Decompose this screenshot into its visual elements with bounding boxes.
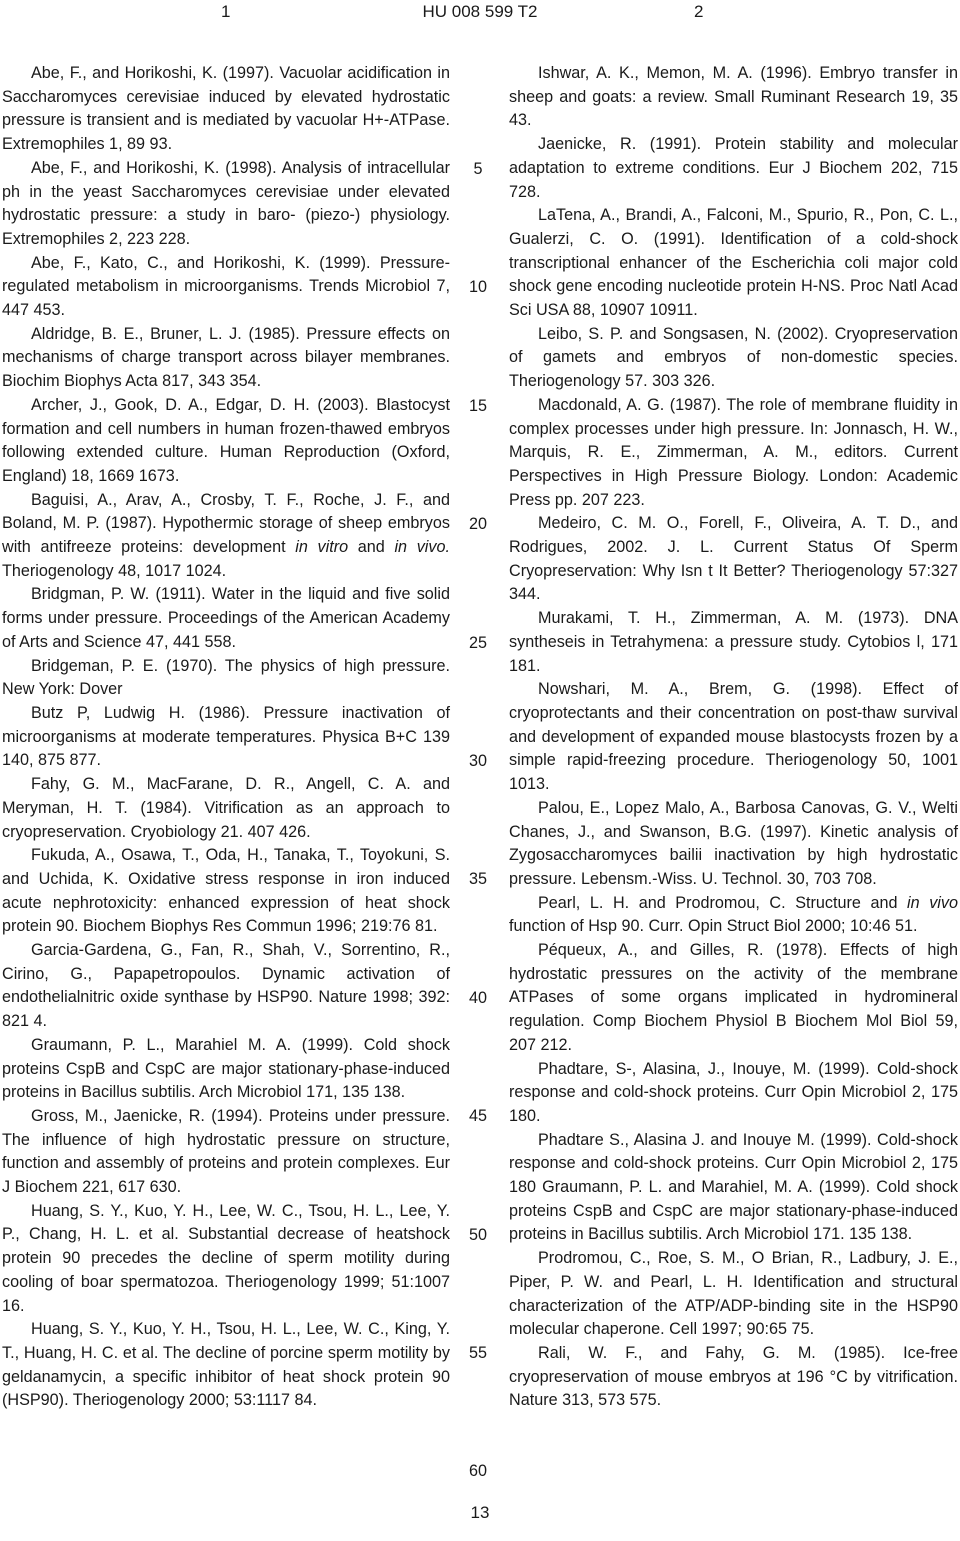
reference-text: Palou, E., Lopez Malo, A., Barbosa Canovas, G. V., Welti Chanes, J., and Swanson, B.G. (1997). Kinetic analysis of Zygosaccharomyces bailii inactivation by high hydrostatic pressure. Lebensm.-Wiss. U. Technol. 30, 703 708. <box>509 798 958 888</box>
reference-entry <box>2 939 450 1034</box>
line-number: 60 <box>468 1462 487 1480</box>
reference-text: function of Hsp 90. Curr. Opin Struct Biol 2000; 10:46 51. <box>509 917 918 936</box>
line-number: 5 <box>473 160 483 178</box>
reference-text: Baguisi, A., Arav, A., Crosby, T. F., Roche, J. F., and Boland, M. P. (1987). Hypothermic storage of sheep embryos with antifreeze proteins: development <box>2 490 450 557</box>
reference-text: Aldridge, B. E., Bruner, L. J. (1985). Pressure effects on mechanisms of charge transport across bilayer membranes. Biochim Biophys Acta 817, 343 354. <box>2 324 450 391</box>
reference-entry <box>2 583 450 654</box>
reference-text: Abe, F., and Horikoshi, K. (1997). Vacuolar acidification in Saccharomyces cerevisiae induced by elevated hydrostatic pressure is transient and is mediated by vacuolar H+-ATPase. Extremophiles 1, 89 93. <box>2 64 450 154</box>
reference-text: Phadtare, S-, Alasina, J., Inouye, M. (1999). Cold-shock response and cold-shock proteins. Curr Opin Microbiol 2, 175 180. <box>509 1059 958 1125</box>
reference-text: Gross, M., Jaenicke, R. (1994). Proteins under pressure. The influence of high hydrostatic pressure on structure, function and assembly of proteins and protein complexes. Eur J Biochem 221, 617 630. <box>2 1106 450 1197</box>
reference-entry <box>509 323 958 394</box>
reference-entry <box>2 1318 450 1413</box>
reference-entry <box>2 702 450 773</box>
reference-text: Bridgeman, P. E. (1970). The physics of high pressure. New York: Dover <box>2 656 450 699</box>
reference-entry <box>2 1200 450 1319</box>
reference-text: Medeiro, C. M. O., Forell, F., Oliveira, A. T. D., and Rodrigues, 2002. J. L. Current Status Of Sperm Cryopreservation: Why Isn t It Better? Theriogenology 57:327 344. <box>509 514 958 604</box>
reference-text: Archer, J., Gook, D. A., Edgar, D. H. (2003). Blastocyst formation and cell numbers in human frozen-thawed embryos following extended culture. Human Reproduction (Oxford, England) 18, 1669 1673. <box>2 395 450 485</box>
reference-entry <box>509 1247 958 1342</box>
reference-entry <box>509 1129 958 1248</box>
reference-text: Butz P, Ludwig H. (1986). Pressure inactivation of microorganisms at moderate temperatures. Physica B+C 139 140, 875 877. <box>2 703 450 770</box>
reference-entry <box>2 489 450 584</box>
line-number: 55 <box>468 1344 487 1362</box>
line-number: 30 <box>468 752 487 770</box>
reference-text: Theriogenology 48, 1017 1024. <box>2 561 227 580</box>
reference-text: Abe, F., Kato, C., and Horikoshi, K. (1999). Pressure-regulated metabolism in microorganisms. Trends Microbiol 7, 447 453. <box>2 253 450 320</box>
reference-entry <box>2 252 450 323</box>
reference-entry <box>509 797 958 892</box>
reference-text: Bridgman, P. W. (1911). Water in the liquid and five solid forms under pressure. Proceedings of the American Academy of Arts and Science 47, 441 558. <box>2 585 450 651</box>
line-number: 35 <box>468 870 487 888</box>
reference-entry <box>509 1342 958 1413</box>
reference-text: Murakami, T. H., Zimmerman, A. M. (1973). DNA syntheseis in Tetrahymena: a pressure study. Cytobios l, 171 181. <box>509 609 958 675</box>
reference-entry <box>509 512 958 607</box>
reference-entry <box>509 62 958 133</box>
reference-column-right <box>509 62 958 1413</box>
reference-italic-text: in vivo. <box>394 538 450 557</box>
reference-entry <box>509 204 958 323</box>
reference-entry <box>2 394 450 489</box>
line-number: 20 <box>468 515 487 533</box>
reference-text: Pearl, L. H. and Prodromou, C. Structure and <box>538 893 908 912</box>
reference-text: Rali, W. F., and Fahy, G. M. (1985). Ice-free cryopreservation of mouse embryos at 196 °C by vitrification. Nature 313, 573 575. <box>509 1343 958 1410</box>
reference-entry <box>509 678 958 797</box>
line-number: 15 <box>468 397 487 415</box>
reference-text: Jaenicke, R. (1991). Protein stability and molecular adaptation to extreme conditions. Eur J Biochem 202, 715 728. <box>509 135 958 201</box>
header-left-page-number: 1 <box>221 2 231 21</box>
reference-entry <box>509 892 958 939</box>
reference-entry <box>2 157 450 252</box>
document-id: HU 008 599 T2 <box>422 2 538 21</box>
reference-text: Abe, F., and Horikoshi, K. (1998). Analysis of intracellular ph in the yeast Saccharomyces cerevisiae under elevated hydrostatic pressure: a study in baro- (piezo-) physiology. Extremophiles 2, 223 228. <box>2 158 450 248</box>
reference-column-left <box>2 62 450 1413</box>
reference-entry <box>2 773 450 844</box>
reference-entry <box>2 655 450 702</box>
page-number: 13 <box>470 1503 490 1522</box>
reference-entry <box>509 394 958 513</box>
reference-text: Fahy, G. M., MacFarane, D. R., Angell, C. A. and Meryman, H. T. (1984). Vitrification as an approach to cryopreservation. Cryobiology 21. 407 426. <box>2 775 450 841</box>
reference-italic-text: in vitro <box>295 538 349 557</box>
reference-text: Ishwar, A. K., Memon, M. A. (1996). Embryo transfer in sheep and goats: a review. Small Ruminant Research 19, 35 43. <box>509 64 958 130</box>
reference-text: Macdonald, A. G. (1987). The role of membrane fluidity in complex processes under high pressure. In: Jonnasch, H. W., Marquis, R. E., Zimmerman, A. M., editors. Current Perspectives in High Pressure Biology. London: Academic Press pp. 207 223. <box>509 395 958 509</box>
reference-text: Péqueux, A., and Gilles, R. (1978). Effects of high hydrostatic pressures on the activity of the membrane ATPases of some organs implicated in hydromineral regulation. Comp Biochem Physiol B Biochem Mol Biol 59, 207 212. <box>509 941 958 1054</box>
reference-text: Nowshari, M. A., Brem, G. (1998). Effect of cryoprotectants and their concentration on post-thaw survival and development of expanded mouse blastocysts frozen by a simple rapid-freezing procedure. Theriogenology 50, 1001 1013. <box>509 680 958 794</box>
reference-entry <box>509 133 958 204</box>
reference-text: Prodromou, C., Roe, S. M., O Brian, R., Ladbury, J. E., Piper, P. W. and Pearl, L. H. Identification and structural characterization of the ATP/ADP-binding site in the HSP90 molecular chaperone. Cell 1997; 90:65 75. <box>509 1249 958 1339</box>
line-number: 40 <box>468 989 487 1007</box>
reference-text: Huang, S. Y., Kuo, Y. H., Lee, W. C., Tsou, H. L., Lee, Y. P., Chang, H. L. et al. Substantial decrease of heatshock protein 90 precedes the decline of sperm motility during cooling of boar spermatozoa. Theriogenology 1999; 51:1007 16. <box>2 1201 450 1315</box>
reference-italic-text: in vivo <box>907 893 958 912</box>
reference-text: Fukuda, A., Osawa, T., Oda, H., Tanaka, T., Toyokuni, S. and Uchida, K. Oxidative stress response in iron induced acute nephrotoxicity: enhanced expression of heat shock protein 90. Biochem Biophys Res Commun 1996; 219:76 81. <box>2 846 450 936</box>
reference-text: Graumann, P. L., Marahiel M. A. (1999). Cold shock proteins CspB and CspC are major stationary-phase-induced proteins in Bacillus subtilis. Arch Microbiol 171, 135 138. <box>2 1035 450 1102</box>
reference-entry <box>509 1058 958 1129</box>
reference-entry <box>2 1034 450 1105</box>
reference-text: and <box>348 538 395 557</box>
reference-text: LaTena, A., Brandi, A., Falconi, M., Spurio, R., Pon, C. L., Gualerzi, C. O. (1991). Identification of a cold-shock transcriptional enhancer of the Escherichia coli major cold shock gene encoding nucleotide protein H-NS. Proc Natl Acad Sci USA 88, 10907 10911. <box>509 206 958 320</box>
reference-entry <box>2 323 450 394</box>
reference-entry <box>2 1105 450 1200</box>
line-number: 45 <box>468 1107 487 1125</box>
line-number: 25 <box>468 634 487 652</box>
reference-entry <box>509 607 958 678</box>
reference-text: Leibo, S. P. and Songsasen, N. (2002). Cryopreservation of gamets and embryos of non-domestic species. Theriogenology 57. 303 326. <box>509 324 958 391</box>
line-number: 10 <box>468 278 487 296</box>
reference-entry <box>509 939 958 1058</box>
reference-text: Garcia-Gardena, G., Fan, R., Shah, V., Sorrentino, R., Cirino, G., Papapetropoulos. Dynamic activation of endothelialnitric oxide synthase by HSP90. Nature 1998; 392: 821 4. <box>2 941 450 1031</box>
reference-text: Phadtare S., Alasina J. and Inouye M. (1999). Cold-shock response and cold-shock proteins. Curr Opin Microbiol 2, 175 180 Graumann, P. L. and Marahiel, M. A. (1999). Cold shock proteins CspB and CspC are major stationary-phase-induced proteins in Bacillus subtilis. Arch Microbiol 171. 135 138. <box>509 1130 958 1244</box>
header-right-page-number: 2 <box>694 2 704 21</box>
reference-entry <box>2 62 450 157</box>
reference-text: Huang, S. Y., Kuo, Y. H., Tsou, H. L., Lee, W. C., King, Y. T., Huang, H. C. et al. The decline of porcine sperm motility by geldanamycin, a specific inhibitor of heat shock protein 90 (HSP90). Theriogenology 2000; 53:1117 84. <box>2 1320 450 1410</box>
line-number: 50 <box>468 1226 487 1244</box>
reference-entry <box>2 844 450 939</box>
